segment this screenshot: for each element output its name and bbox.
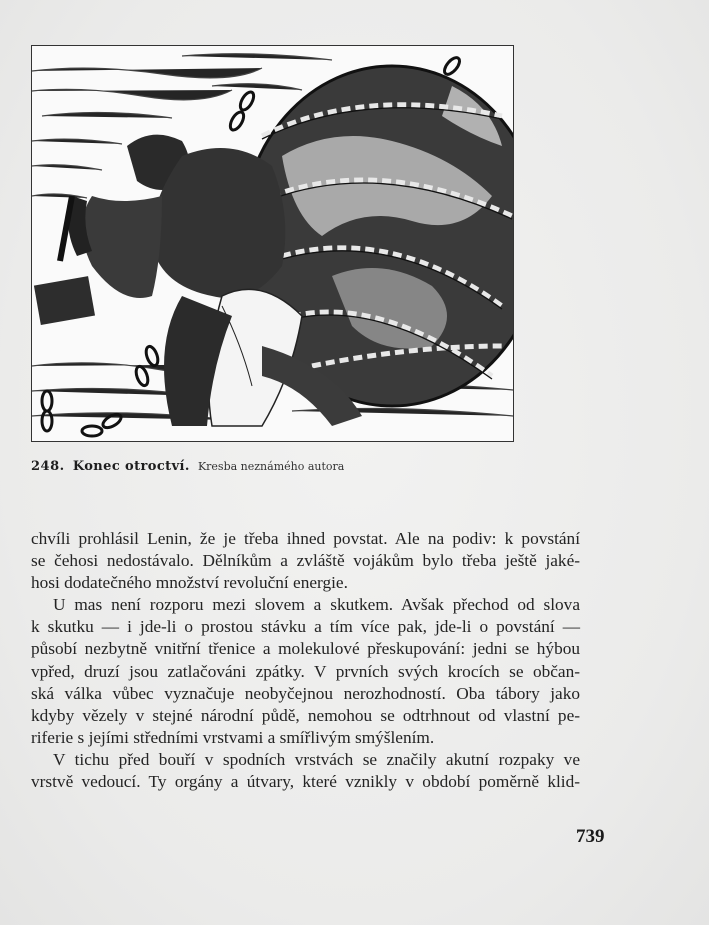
illustration-worker-breaking-chains bbox=[31, 45, 514, 442]
illustration-drawing bbox=[32, 46, 513, 441]
figure-number: 248. bbox=[31, 459, 65, 474]
body-line: kdyby vězely v stejné národní půdě, nemohou se odtrhnout od vlastní pe- bbox=[31, 705, 580, 725]
page-number: 739 bbox=[576, 826, 605, 847]
body-line: vrstvě vedoucí. Ty orgány a útvary, které vznikly v období poměrně klid- bbox=[31, 772, 580, 792]
figure-caption bbox=[31, 459, 344, 474]
figure-credit: Kresba neznámého autora bbox=[197, 460, 345, 473]
body-line: hosi dodatečného množství revoluční energie. bbox=[31, 573, 348, 593]
body-line: V tichu před bouří v spodních vrstvách se značily akutní rozpaky ve bbox=[53, 749, 580, 769]
body-text bbox=[31, 528, 580, 793]
body-line: působí nezbytně vnitřní třenice a molekulové přeskupování: jedni se hýbou bbox=[31, 639, 580, 659]
figure-title: Konec otroctví. bbox=[72, 459, 190, 474]
body-line: vpřed, druzí jsou zatlačováni zpátky. V prvních svých krocích se občan- bbox=[31, 661, 580, 681]
body-line: k skutku — i jde-li o prostou stávku a tím více pak, jde-li o povstání — bbox=[31, 617, 580, 637]
body-line: U mas není rozporu mezi slovem a skutkem. Avšak přechod od slova bbox=[53, 595, 580, 615]
body-line: chvíli prohlásil Lenin, že je třeba ihned povstat. Ale na podiv: k povstání bbox=[31, 529, 580, 548]
body-line: se čehosi nedostávalo. Dělníkům a zvláště vojákům bylo třeba ještě jaké- bbox=[31, 551, 580, 571]
body-line: riferie s jejími středními vrstvami a smířlivým smýšlením. bbox=[31, 727, 435, 747]
body-line: ská válka vůbec vyznačuje neobyčejnou nerozhodností. Oba tábory jako bbox=[31, 683, 580, 703]
